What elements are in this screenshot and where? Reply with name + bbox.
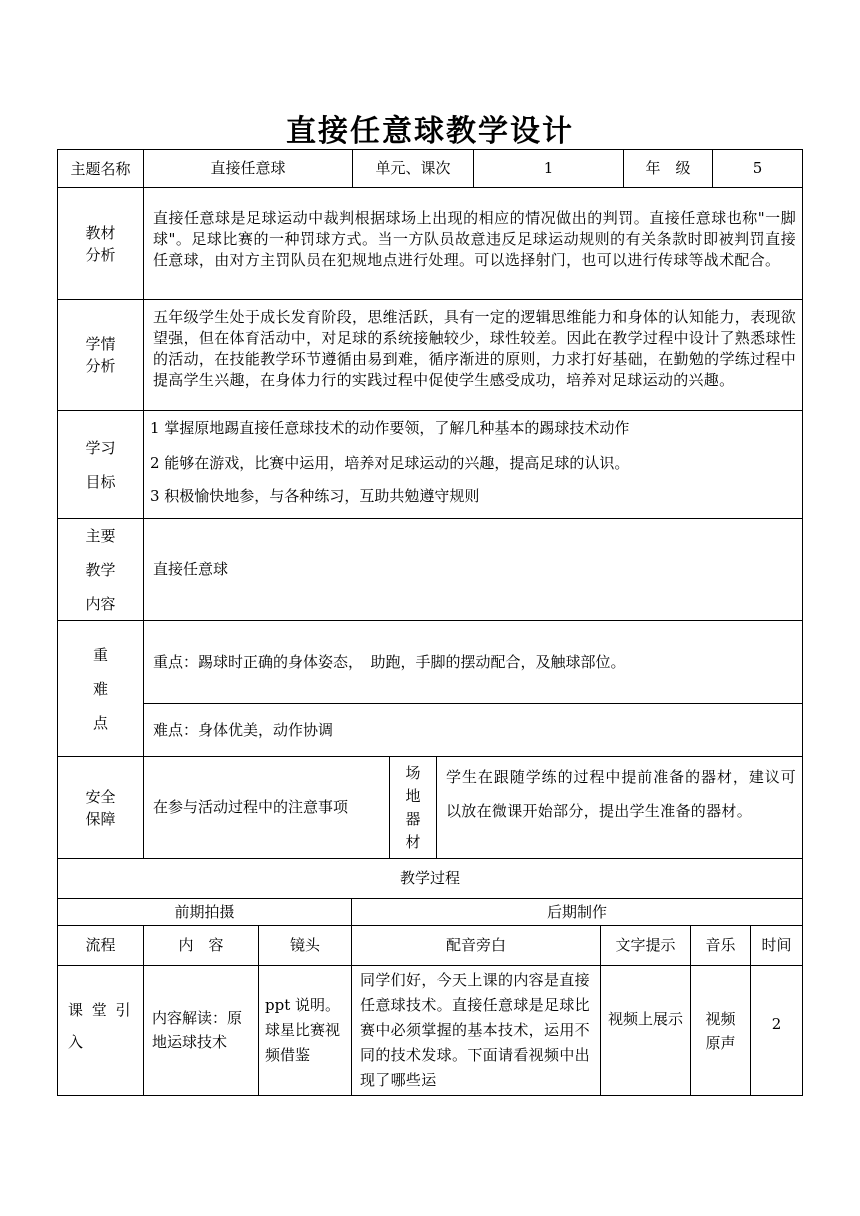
grade-value: 5 [752,159,763,177]
col-header-text-hint: 文字提示 [615,936,676,954]
col-header-music: 音乐 [705,936,736,954]
row-narration: 同学们好，今天上课的内容是直接任意球技术。直接任意球是足球比赛中必须掌握的基本技术，运用不同的技术发球。下面请看视频中出现了哪些运 [360,971,590,1089]
key-point-text: 重点：踢球时正确的身体姿态， 助跑，手脚的摆动配合，及触球部位。 [153,652,626,671]
theme-value: 直接任意球 [210,159,286,177]
goal-item-2: 2 能够在游戏，比赛中运用，培养对足球运动的兴趣，提高足球的认识。 [150,454,630,472]
student-label: 学情分析 [85,335,116,375]
goals-label: 学习目标 [85,438,116,491]
row-music: 视频原声 [705,1010,736,1052]
col-header-shot: 镜头 [289,936,320,954]
goal-item-1: 1 掌握原地踢直接任意球技术的动作要领，了解几种基本的踢球技术动作 [150,419,630,437]
post-production-label: 后期制作 [546,902,607,921]
keypoints-label: 重难点 [93,645,109,732]
col-header-content: 内 容 [178,936,224,954]
safety-label: 安全保障 [85,787,116,828]
material-label: 教材分析 [85,223,116,264]
col-header-time: 时间 [761,936,792,954]
row-content: 内容解读：原地运球技术 [152,1009,243,1051]
unit-value: 1 [543,159,554,177]
material-text: 直接任意球是足球运动中裁判根据球场上出现的相应的情况做出的判罚。直接任意球也称"一脚球"。足球比赛的一种罚球方式。当一方队员故意违反足球运动规则的有关条款时即被判罚直接任意球，由对方主罚队员在犯规地点进行处理。可以选择射门，也可以进行传球等战术配合。 [153,209,796,269]
col-header-flow: 流程 [85,936,116,954]
page-title: 直接任意球教学设计 [286,114,574,149]
difficulty-text: 难点：身体优美，动作协调 [153,720,334,739]
row-shot: ppt 说明。球星比赛视频借鉴 [265,996,341,1064]
student-text: 五年级学生处于成长发育阶段，思维活跃，具有一定的逻辑思维能力和身体的认知能力，表现欲望强，但在体育活动中，对足球的系统接触较少，球性较差。因此在教学过程中设计了熟悉球性的活动，在技能教学环节遵循由易到难，循序渐进的原则，力求打好基础，在勤勉的学练过程中提高学生兴趣，在身体力行的实践过程中促使学生感受成功，培养对足球运动的兴趣。 [153,308,796,389]
theme-label: 主题名称 [70,159,131,178]
equipment-text: 学生在跟随学练的过程中提前准备的器材，建议可以放在微课开始部分，提出学生准备的器材。 [446,768,796,820]
grade-label: 年 级 [645,159,691,177]
unit-label: 单元、课次 [375,159,451,177]
pre-production-label: 前期拍摄 [174,902,235,921]
equipment-label: 场地器材 [405,763,421,851]
row-text-hint: 视频上展示 [607,1010,683,1028]
process-label: 教学过程 [399,869,460,887]
content-label: 主要教学内容 [85,526,116,613]
row-flow: 课 堂 引入 [68,1001,133,1051]
content-text: 直接任意球 [153,560,229,578]
col-header-narration: 配音旁白 [445,936,506,954]
row-time: 2 [771,1015,782,1033]
goal-item-3: 3 积极愉快地参，与各种练习，互助共勉遵守规则 [150,487,480,505]
safety-text: 在参与活动过程中的注意事项 [153,798,349,816]
